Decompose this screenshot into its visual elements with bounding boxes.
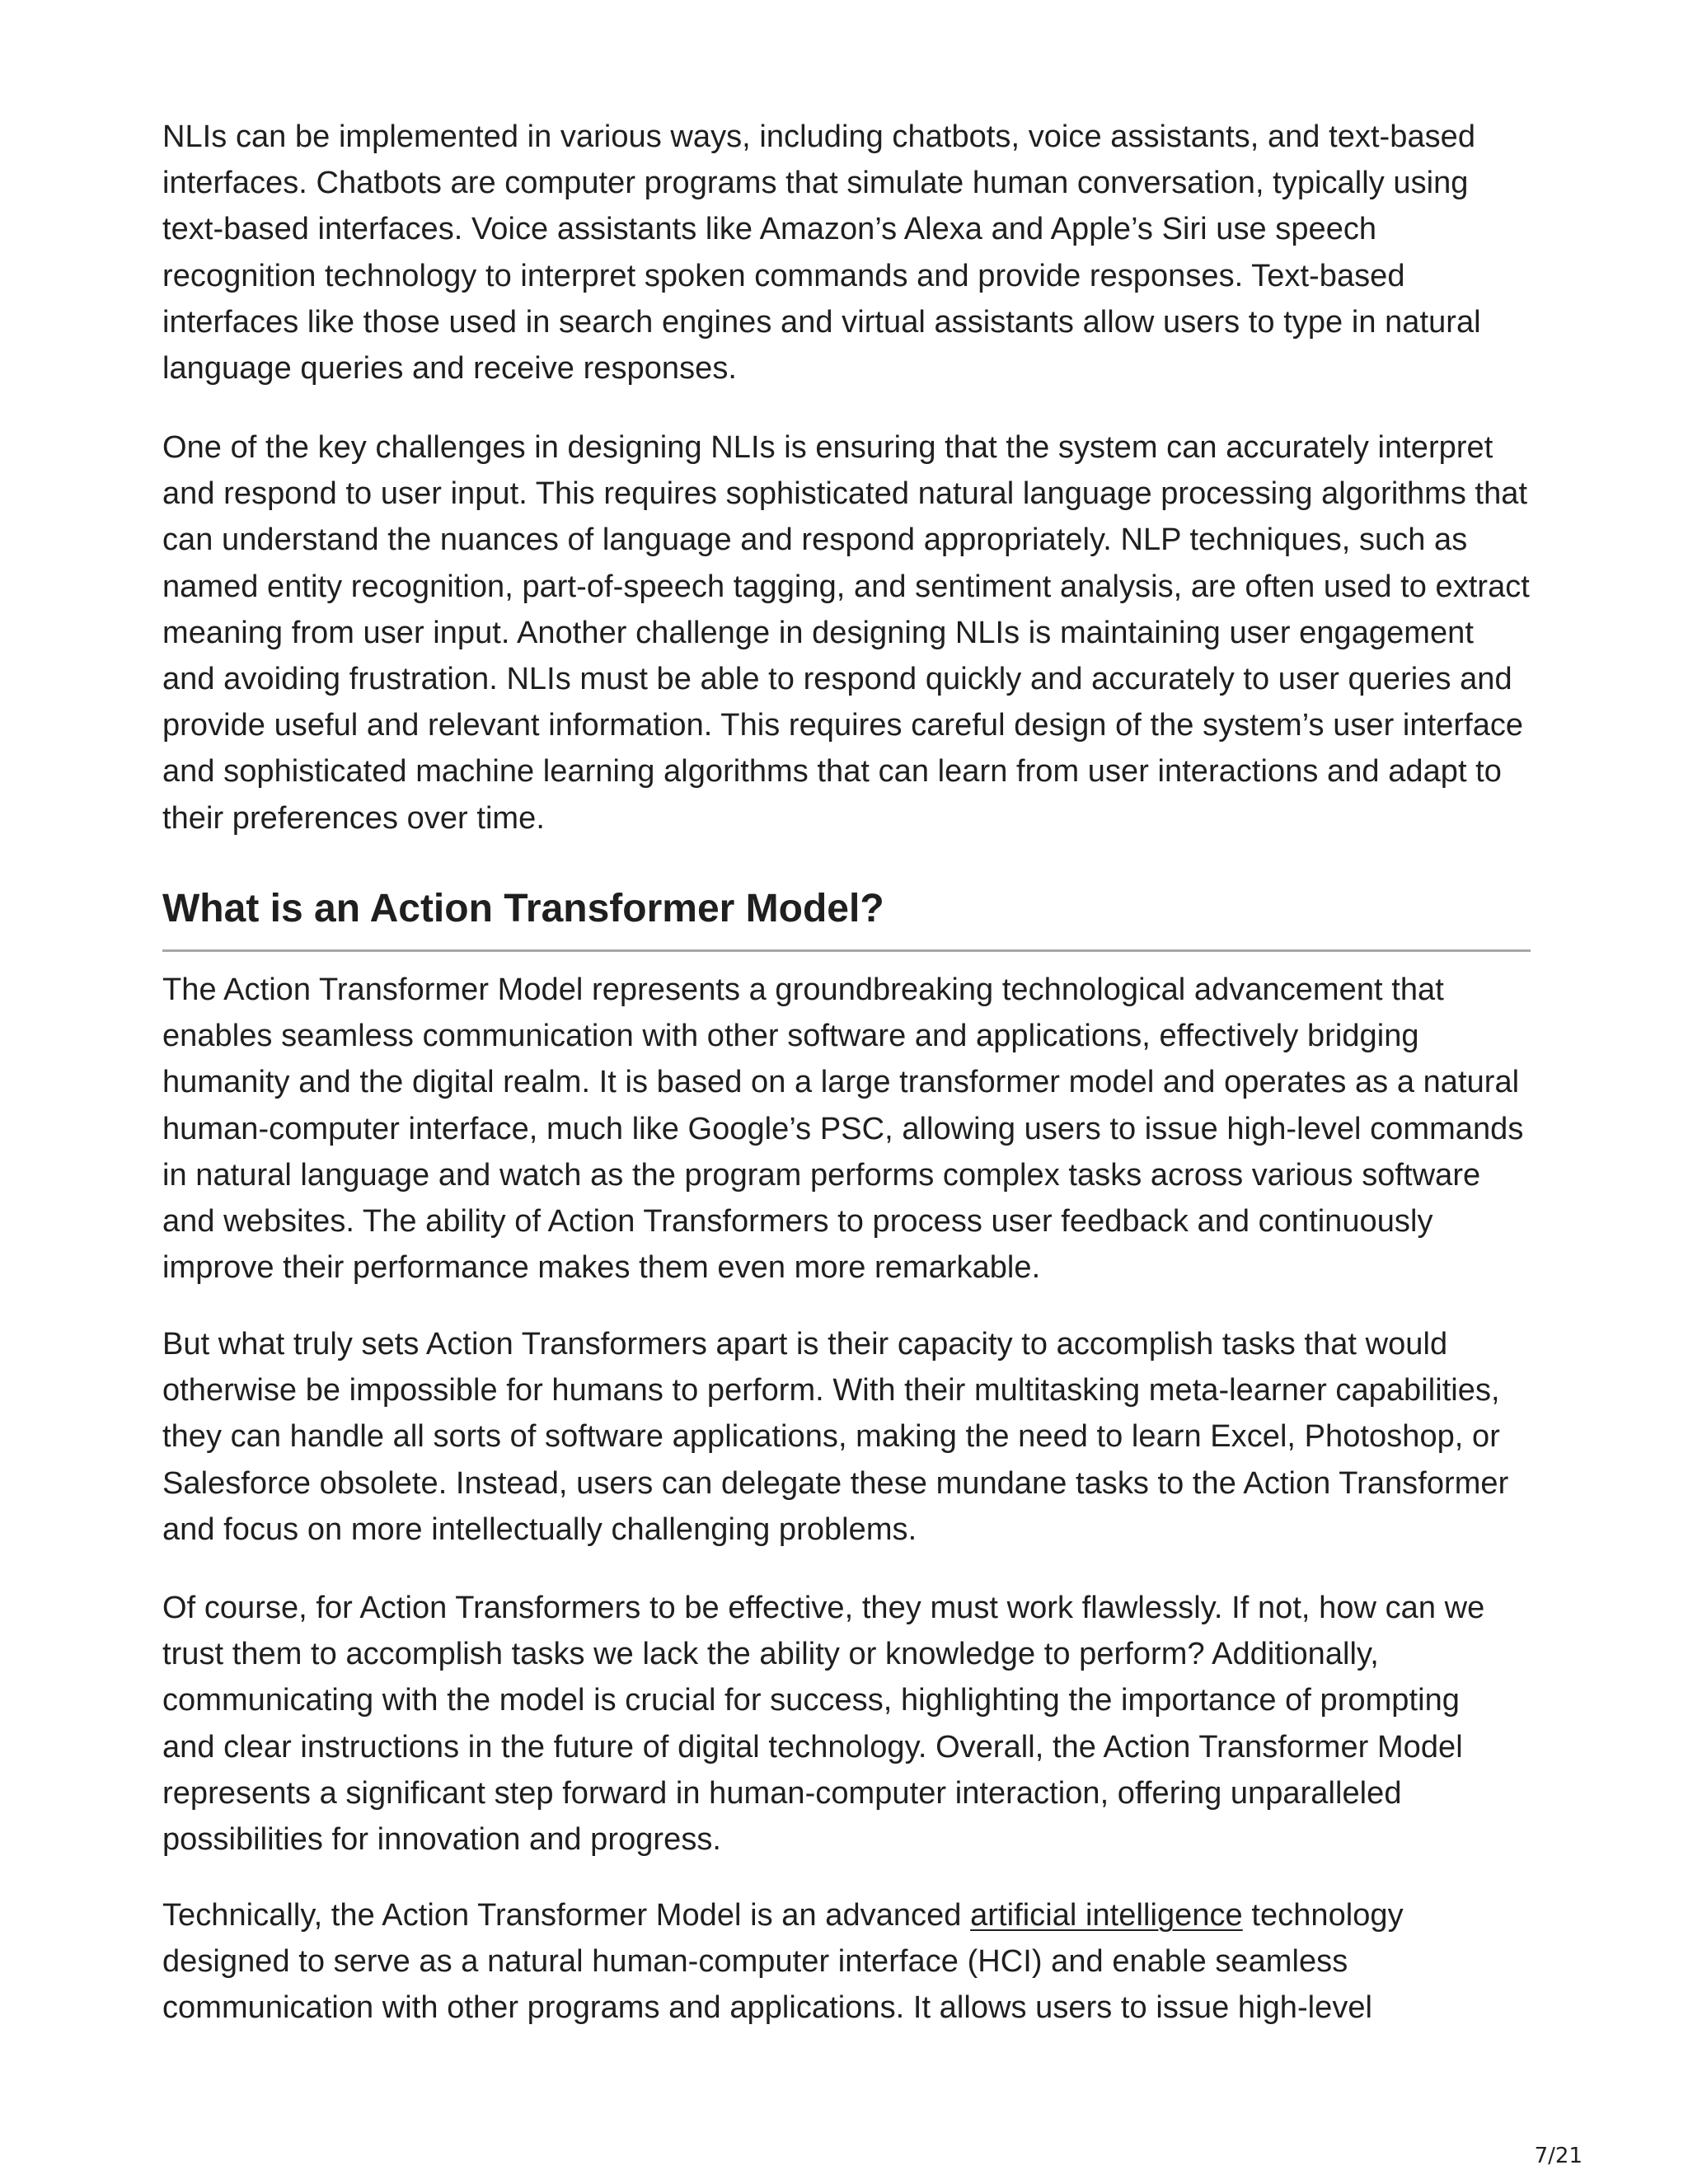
paragraph-nli-challenges: One of the key challenges in designing NLIs is ensuring that the system can accurately interpret and respond to user input. This requires sophisticated natural language processing algorithms that can understand the nuances of language and respond appropriately. NLP techniques, such as named entity recognition, part-of-speech tagging, and sentiment analysis, are often used to extract meaning from user input. Another challenge in designing NLIs is maintaining user engagement and avoiding frustration. NLIs must be able to respond quickly and accurately to user queries and provide useful and relevant information. This requires careful design of the system’s user interface and sophisticated machine learning algorithms that can learn from user interactions and adapt to their preferences over time. [162, 430, 1530, 836]
paragraph-atm-technical [162, 1892, 1514, 2032]
paragraph-nli-implementations: NLIs can be implemented in various ways, including chatbots, voice assistants, and text-based interfaces. Chatbots are computer programs that simulate human conversation, typically using text-based interfaces. Voice assistants like Amazon’s Alexa and Apple’s Siri use speech recognition technology to interpret spoken commands and provide responses. Text-based interfaces like those used in search engines and virtual assistants allow users to type in natural language queries and receive responses. [162, 120, 1481, 387]
section-heading: What is an Action Transformer Model? [162, 883, 1531, 952]
paragraph-atm-effectiveness: Of course, for Action Transformers to be effective, they must work flawlessly. If not, how can we trust them to accomplish tasks we lack the ability or knowledge to perform? Additionally, communicating with the model is crucial for success, highlighting the importance of prompting and clear instructions in the future of digital technology. Overall, the Action Transformer Model represents a significant step forward in human-computer interaction, offering unparalleled possibilities for innovation and progress. [162, 1591, 1485, 1858]
paragraph-atm-capabilities: But what truly sets Action Transformers apart is their capacity to accomplish tasks that would otherwise be impossible for humans to perform. With their multitasking meta-learner capabilities, they can handle all sorts of software applications, making the need to learn Excel, Photoshop, or Salesforce obsolete. Instead, users can delegate these mundane tasks to the Action Transformer and focus on more intellectually challenging problems. [162, 1327, 1509, 1547]
paragraph-text-after-link: technology designed to serve as a natural human-computer interface (HCI) and enable seamless communication with other programs and applications. It allows users to issue high-level [162, 1898, 1404, 2026]
page-number: 7/21 [1534, 2144, 1582, 2168]
paragraph-atm-overview: The Action Transformer Model represents a groundbreaking technological advancement that enables seamless communication with other software and applications, effectively bridging humanity and the digital realm. It is based on a large transformer model and operates as a natural human-computer interface, much like Google’s PSC, allowing users to issue high-level commands in natural language and watch as the program performs complex tasks across various software and websites. The ability of Action Transformers to process user feedback and continuously improve their performance makes them even more remarkable. [162, 972, 1524, 1286]
paragraph-text-before-link: Technically, the Action Transformer Model is an advanced [162, 1898, 971, 1933]
section-heading-container [162, 883, 1531, 952]
artificial-intelligence-link[interactable]: artificial intelligence [970, 1898, 1243, 1933]
